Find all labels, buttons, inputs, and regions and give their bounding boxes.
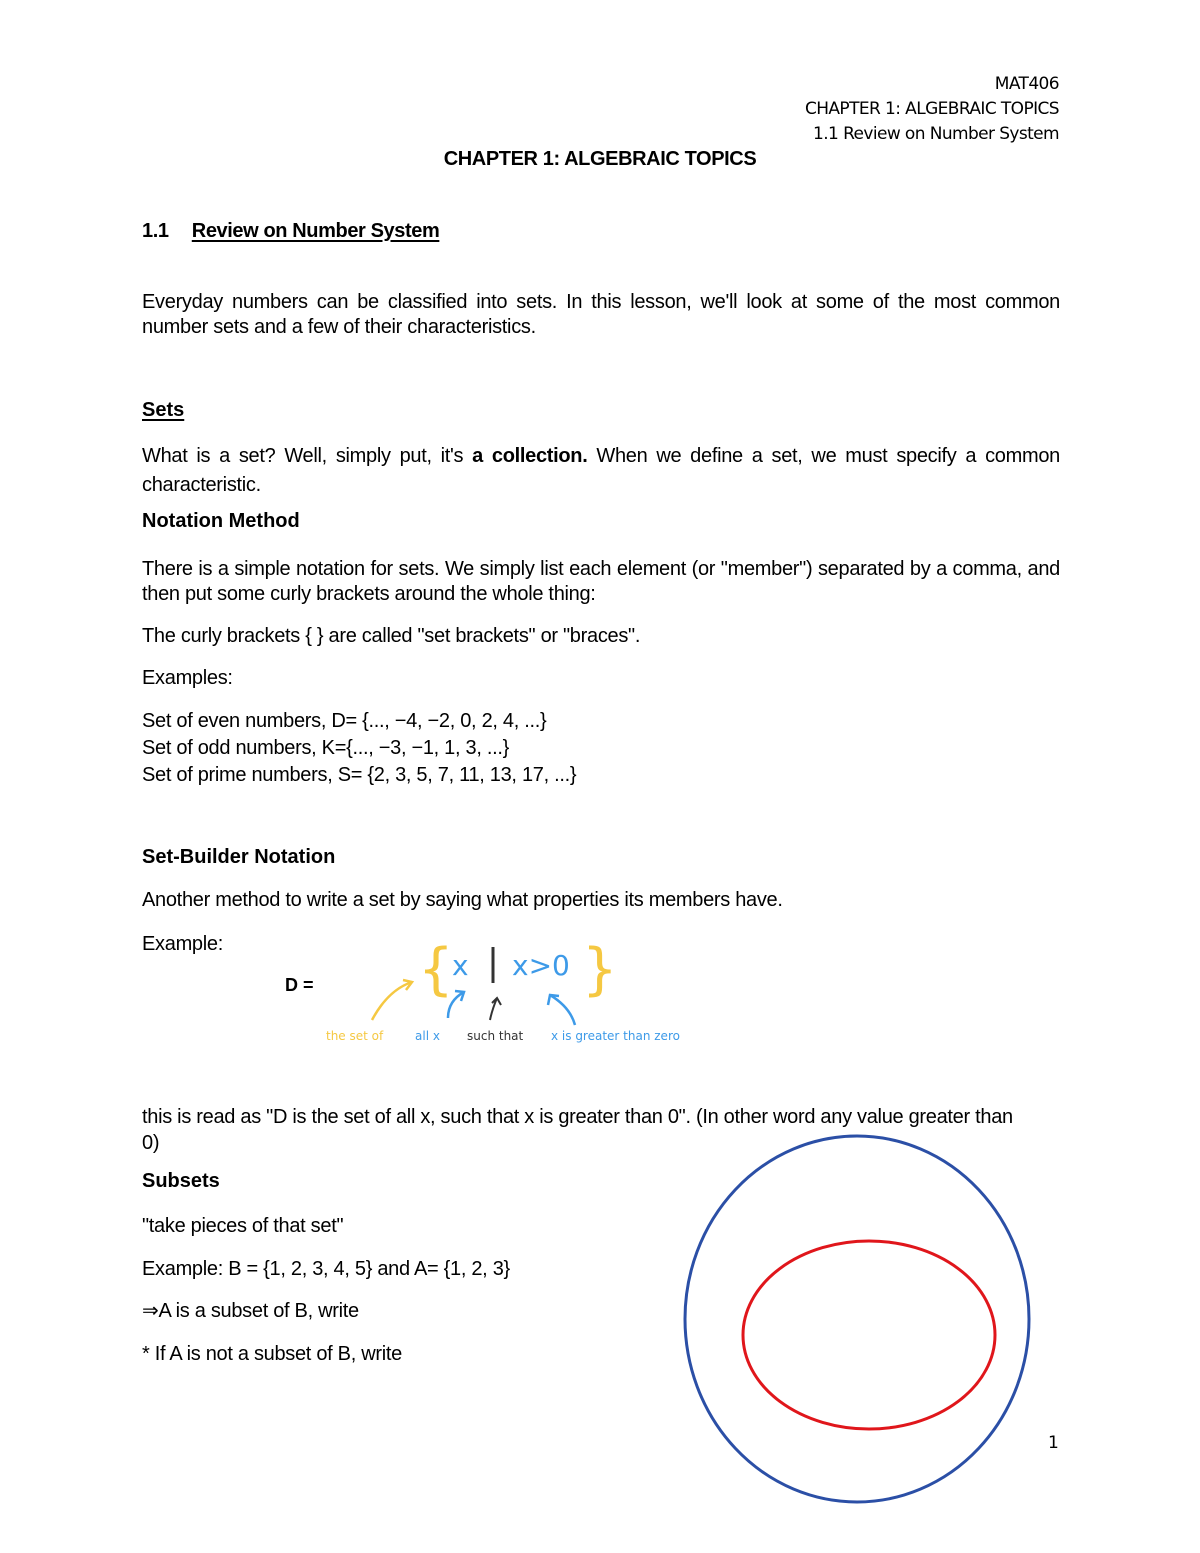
header-section: 1.1 Review on Number System xyxy=(813,124,1059,144)
diagram-close-brace: } xyxy=(582,937,618,1002)
subset-line: ⇒A is a subset of B, write xyxy=(142,1300,359,1322)
venn-inner-set-a xyxy=(743,1241,995,1429)
set-builder-example-label: Example: xyxy=(142,933,223,955)
sets-para-bold: a collection. xyxy=(472,445,588,467)
set-builder-heading: Set-Builder Notation xyxy=(142,846,336,868)
intro-paragraph: Everyday numbers can be classified into sets. In this lesson, we'll look at some of the most common number sets and a few of their characteristics. xyxy=(142,291,1060,338)
subsets-quote: "take pieces of that set" xyxy=(142,1215,344,1237)
label-all-x: all x xyxy=(415,1029,440,1043)
sets-para-pre: What is a set? Well, simply put, it's xyxy=(142,445,473,467)
header-chapter: CHAPTER 1: ALGEBRAIC TOPICS xyxy=(804,99,1059,119)
notation-heading: Notation Method xyxy=(142,510,300,532)
venn-outer-set-b xyxy=(685,1136,1029,1502)
diagram-condition: x>0 xyxy=(512,949,570,982)
label-greater-than-zero: x is greater than zero xyxy=(551,1029,680,1043)
sets-heading: Sets xyxy=(142,399,185,421)
subsets-heading: Subsets xyxy=(142,1170,220,1192)
set-builder-lhs: D = xyxy=(285,975,314,995)
label-set-of: the set of xyxy=(326,1029,384,1043)
notation-paragraph: There is a simple notation for sets. We simply list each element (or "member") separated by a comma, and then put some curly brackets around the whole thing: xyxy=(142,558,1060,605)
arrow-set-of xyxy=(372,982,412,1020)
diagram-open-brace: { xyxy=(418,937,454,1002)
arrow-greater xyxy=(550,995,575,1025)
subsets-example: Example: B = {1, 2, 3, 4, 5} and A= {1, 2, 3} xyxy=(142,1258,510,1280)
page-number: 1 xyxy=(1048,1433,1059,1453)
section-heading xyxy=(142,220,439,243)
set-builder-reading: this is read as "D is the set of all x, such that x is greater than 0". (In other word any value greater than 0) xyxy=(142,1106,1013,1154)
sets-para-post: When we define a set, we must specify a common characteristic. xyxy=(142,445,1060,496)
example-prime: Set of prime numbers, S= {2, 3, 5, 7, 11, 13, 17, ...} xyxy=(142,764,577,786)
examples-label: Examples: xyxy=(142,667,233,689)
set-builder-paragraph: Another method to write a set by saying what properties its members have. xyxy=(142,889,783,911)
section-title: Review on Number System xyxy=(191,220,440,242)
sets-paragraph xyxy=(142,442,1060,500)
examples-list xyxy=(142,708,576,789)
braces-line: The curly brackets { } are called "set brackets" or "braces". xyxy=(142,625,641,647)
example-even: Set of even numbers, D= {..., −4, −2, 0, 2, 4, ...} xyxy=(142,710,547,732)
diagram-var: x xyxy=(452,949,469,982)
venn-diagram xyxy=(680,1130,1040,1510)
example-odd: Set of odd numbers, K={..., −3, −1, 1, 3, ...} xyxy=(142,737,510,759)
section-number: 1.1 xyxy=(142,220,169,242)
label-such-that: such that xyxy=(467,1029,524,1043)
not-subset-line: * If A is not a subset of B, write xyxy=(142,1343,402,1365)
header-course: MAT406 xyxy=(994,74,1059,94)
set-builder-diagram xyxy=(300,925,720,1050)
page-title: CHAPTER 1: ALGEBRAIC TOPICS xyxy=(443,148,757,170)
